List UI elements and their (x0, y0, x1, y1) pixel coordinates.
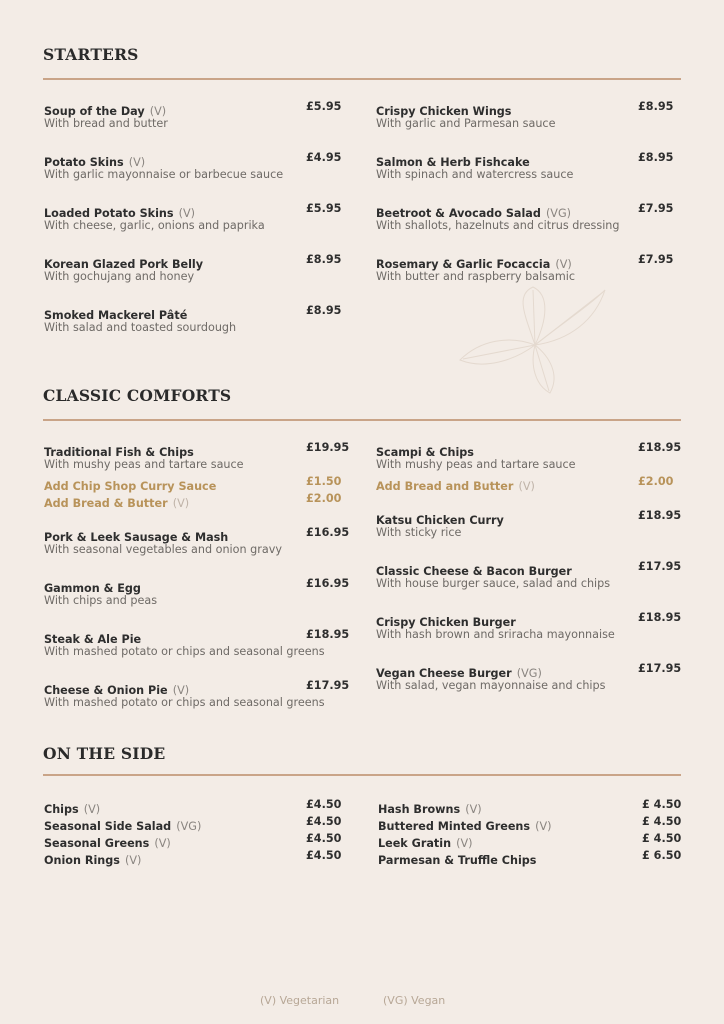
item-name-row (376, 202, 676, 219)
item-name-row (376, 253, 676, 270)
menu-item (376, 560, 682, 594)
menu-item (44, 202, 344, 236)
item-name-row (376, 560, 682, 578)
item-name: Beetroot & Avocado Salad (376, 207, 541, 220)
item-price: £7.95 (638, 253, 674, 266)
item-name: Seasonal Side Salad (44, 820, 172, 833)
addon-price: £2.00 (638, 475, 674, 488)
item-name: Hash Browns (378, 803, 461, 816)
item-name-row (378, 849, 682, 867)
menu-item (44, 253, 344, 287)
item-description: With salad and toasted sourdough (44, 321, 237, 334)
dietary-tag: (VG) (176, 820, 202, 833)
dietary-tag: (V) (555, 258, 572, 271)
item-name-row (44, 832, 344, 849)
item-name: Cheese & Onion Pie (44, 684, 168, 697)
item-price: £16.95 (306, 526, 350, 539)
item-name-row (376, 441, 682, 459)
addon-name: Add Bread & Butter (44, 497, 168, 510)
menu-item (44, 526, 350, 560)
item-name: Seasonal Greens (44, 837, 150, 850)
item-price: £8.95 (306, 253, 342, 266)
item-price: £17.95 (638, 662, 682, 675)
item-price: £5.95 (306, 202, 342, 215)
item-name-row (44, 815, 344, 832)
item-price: £8.95 (638, 100, 674, 113)
legend-vegetarian: (V) Vegetarian (260, 994, 340, 1007)
item-name-row (44, 304, 344, 321)
item-name: Vegan Cheese Burger (376, 667, 512, 680)
divider (43, 78, 681, 80)
divider (43, 419, 681, 421)
item-name-row (376, 611, 682, 629)
item-name: Salmon & Herb Fishcake (376, 156, 530, 169)
dietary-tag: (V) (172, 684, 190, 697)
section-title-on-the-side: ON THE SIDE (43, 744, 166, 763)
item-name: Soup of the Day (44, 105, 145, 118)
item-name: Steak & Ale Pie (44, 633, 142, 646)
menu-item (378, 815, 682, 833)
item-price: £4.50 (306, 798, 342, 811)
menu-item (44, 151, 344, 185)
section-title-classic-comforts: CLASSIC COMFORTS (43, 386, 232, 405)
item-name: Pork & Leek Sausage & Mash (44, 531, 229, 544)
item-name: Scampi & Chips (376, 446, 474, 459)
item-description: With salad, vegan mayonnaise and chips (376, 679, 606, 692)
item-description: With mushy peas and tartare sauce (44, 458, 244, 471)
dietary-tag: (V) (149, 105, 167, 118)
addon-row (376, 475, 676, 492)
item-name-row (376, 100, 676, 117)
item-price: £4.50 (306, 849, 342, 862)
item-price: £8.95 (306, 304, 342, 317)
menu-item (44, 798, 344, 815)
basil-leaf-illustration (455, 285, 615, 395)
item-description: With mashed potato or chips and seasonal greens (44, 696, 325, 709)
item-name-row (44, 100, 344, 117)
item-name-row (44, 628, 350, 646)
item-description: With shallots, hazelnuts and citrus dressing (376, 219, 620, 232)
item-name: Gammon & Egg (44, 582, 141, 595)
item-name: Potato Skins (44, 156, 124, 169)
dietary-tag: (V) (465, 803, 482, 816)
item-description: With mashed potato or chips and seasonal greens (44, 645, 325, 658)
item-description: With seasonal vegetables and onion gravy (44, 543, 282, 556)
menu-item (376, 611, 682, 645)
item-description: With mushy peas and tartare sauce (376, 458, 576, 471)
item-price: £18.95 (638, 509, 682, 522)
item-description: With garlic and Parmesan sauce (376, 117, 556, 130)
item-price: £16.95 (306, 577, 350, 590)
menu-item (44, 304, 344, 338)
item-description: With cheese, garlic, onions and paprika (44, 219, 265, 232)
item-description: With butter and raspberry balsamic (376, 270, 576, 283)
dietary-tag: (V) (518, 480, 535, 493)
menu-item (376, 441, 682, 493)
item-name-row (44, 441, 350, 459)
menu-item (44, 849, 344, 866)
item-description: With house burger sauce, salad and chips (376, 577, 611, 590)
menu-item (378, 832, 682, 850)
addon-price: £2.00 (306, 492, 342, 505)
addon-row (44, 492, 344, 509)
item-name-row (44, 253, 344, 270)
menu-item (376, 151, 676, 185)
menu-item (44, 441, 350, 510)
dietary-tag: (V) (128, 156, 146, 169)
menu-item (376, 253, 676, 287)
section-title-starters: STARTERS (43, 45, 139, 64)
item-description: With bread and butter (44, 117, 168, 130)
menu-item (376, 100, 676, 134)
item-name-row (44, 679, 350, 697)
addon-price: £1.50 (306, 475, 342, 488)
item-name-row (44, 577, 350, 595)
item-price: £7.95 (638, 202, 674, 215)
item-name: Korean Glazed Pork Belly (44, 258, 204, 271)
menu-item (44, 628, 350, 662)
item-name: Smoked Mackerel Pâté (44, 309, 188, 322)
item-name-row (44, 526, 350, 544)
item-name: Traditional Fish & Chips (44, 446, 194, 459)
dietary-tag: (V) (172, 497, 190, 510)
menu-item (44, 815, 344, 832)
item-price: £17.95 (638, 560, 682, 573)
item-price: £ 4.50 (642, 815, 682, 828)
item-price: £5.95 (306, 100, 342, 113)
menu-item (376, 662, 682, 696)
dietary-tag: (V) (178, 207, 196, 220)
menu-item (44, 100, 344, 134)
menu-item (44, 832, 344, 849)
item-description: With sticky rice (376, 526, 462, 539)
item-price: £17.95 (306, 679, 350, 692)
item-name: Parmesan & Truffle Chips (378, 854, 537, 867)
item-price: £ 4.50 (642, 798, 682, 811)
addon-row (44, 475, 344, 492)
item-price: £4.50 (306, 815, 342, 828)
item-name: Loaded Potato Skins (44, 207, 174, 220)
item-description: With chips and peas (44, 594, 158, 607)
item-name-row (44, 798, 344, 815)
dietary-tag: (VG) (516, 667, 542, 680)
divider (43, 774, 681, 776)
dietary-tag: (V) (535, 820, 552, 833)
item-description: With garlic mayonnaise or barbecue sauce (44, 168, 284, 181)
item-name: Buttered Minted Greens (378, 820, 531, 833)
item-price: £4.50 (306, 832, 342, 845)
item-price: £8.95 (638, 151, 674, 164)
item-name: Rosemary & Garlic Focaccia (376, 258, 551, 271)
menu-item (378, 798, 682, 816)
dietary-tag: (V) (125, 854, 142, 867)
legend-vegan: (VG) Vegan (383, 994, 446, 1007)
menu-item (44, 679, 350, 713)
item-name-row (376, 509, 682, 527)
item-name: Chips (44, 803, 79, 816)
addon-name: Add Chip Shop Curry Sauce (44, 480, 217, 493)
item-name: Crispy Chicken Wings (376, 105, 512, 118)
item-price: £4.95 (306, 151, 342, 164)
item-price: £ 4.50 (642, 832, 682, 845)
menu-item (378, 849, 682, 867)
menu-item (376, 509, 682, 543)
item-name: Leek Gratin (378, 837, 452, 850)
item-price: £ 6.50 (642, 849, 682, 862)
menu-item (376, 202, 676, 236)
menu-item (44, 577, 350, 611)
item-name-row (378, 798, 682, 816)
addon-name: Add Bread and Butter (376, 480, 514, 493)
item-name-row (378, 832, 682, 850)
item-price: £18.95 (638, 441, 682, 454)
item-price: £18.95 (638, 611, 682, 624)
dietary-tag: (V) (83, 803, 101, 816)
dietary-tag: (V) (154, 837, 171, 850)
item-name-row (376, 151, 676, 168)
item-name-row (44, 202, 344, 219)
item-price: £19.95 (306, 441, 350, 454)
item-price: £18.95 (306, 628, 350, 641)
item-description: With hash brown and sriracha mayonnaise (376, 628, 615, 641)
item-name: Onion Rings (44, 854, 120, 867)
item-description: With gochujang and honey (44, 270, 195, 283)
item-name: Crispy Chicken Burger (376, 616, 516, 629)
item-name-row (376, 662, 682, 680)
item-name-row (44, 151, 344, 168)
item-name: Katsu Chicken Curry (376, 514, 504, 527)
item-description: With spinach and watercress sauce (376, 168, 574, 181)
dietary-tag: (VG) (545, 207, 571, 220)
item-name: Classic Cheese & Bacon Burger (376, 565, 572, 578)
dietary-tag: (V) (456, 837, 473, 850)
item-name-row (378, 815, 682, 833)
item-name-row (44, 849, 344, 866)
